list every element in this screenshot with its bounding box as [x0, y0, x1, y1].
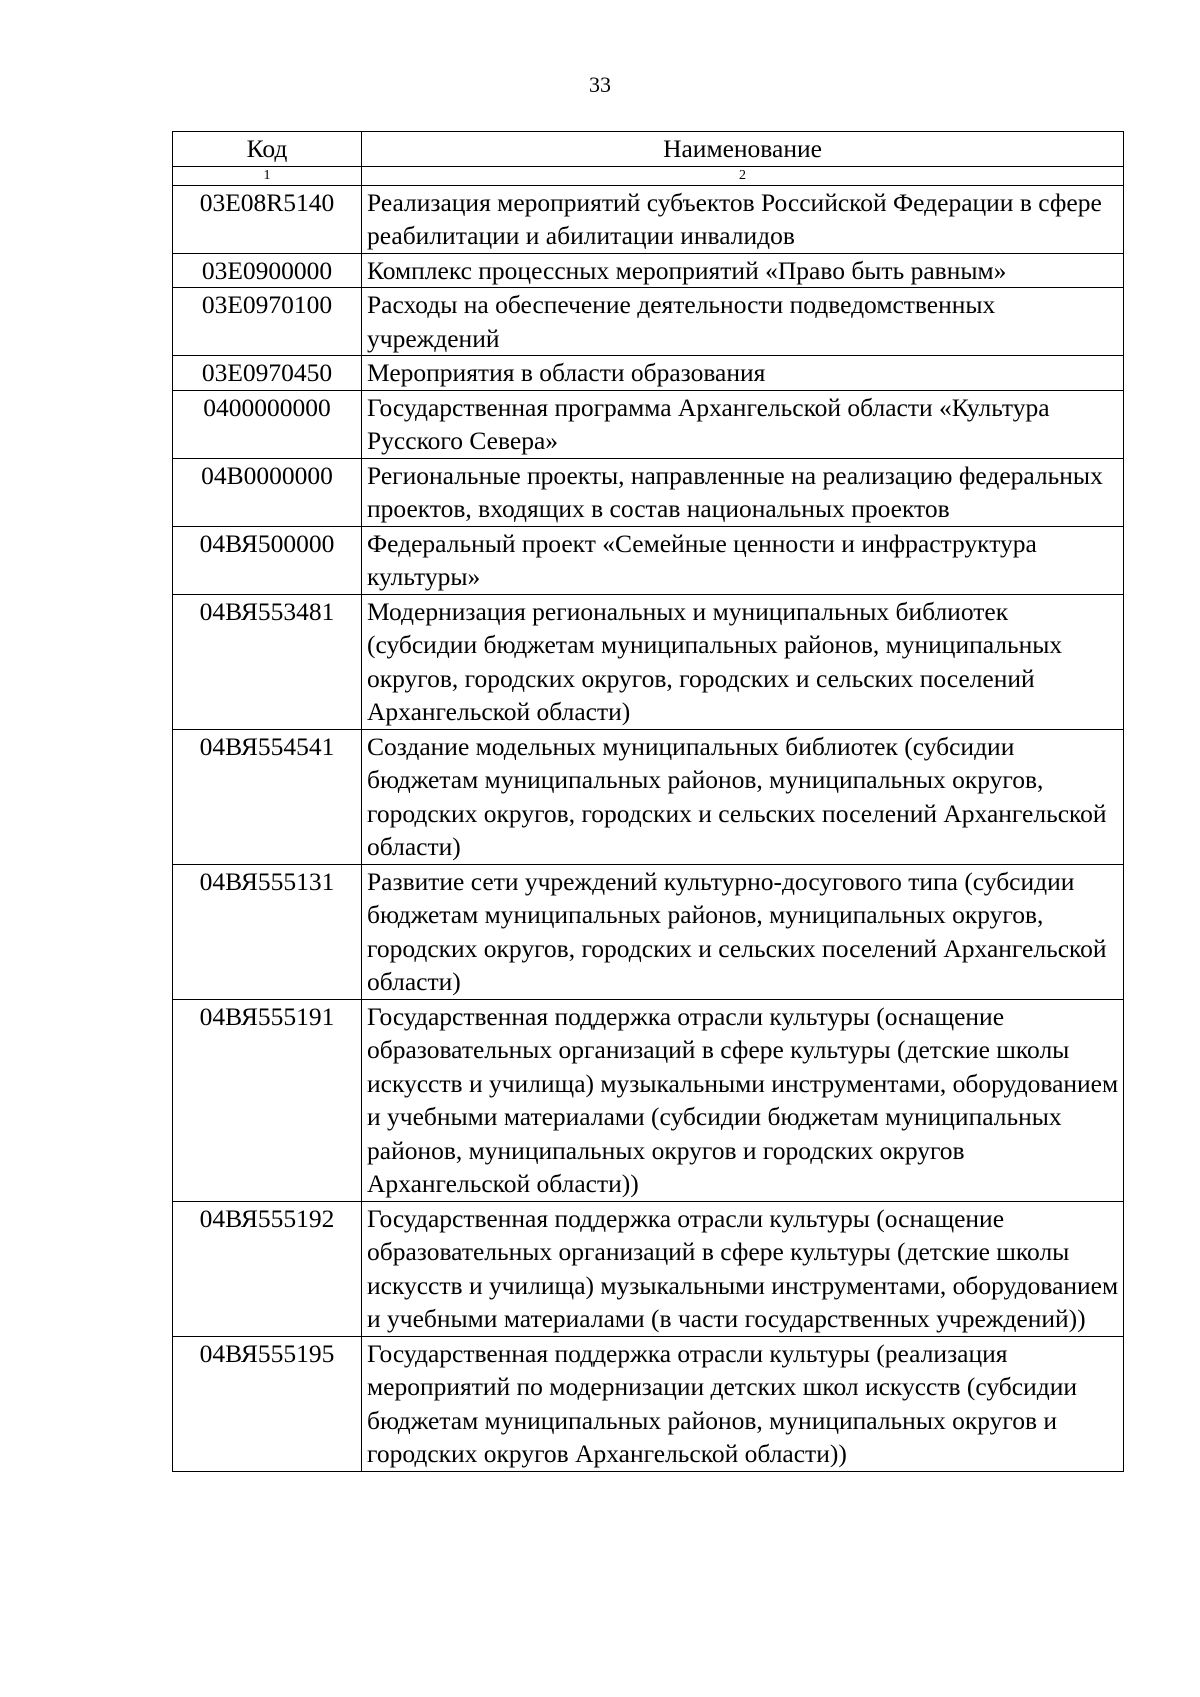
row-name: Создание модельных муниципальных библиотек (субсидии бюджетам муниципальных районов, муниципальных округов, городских округов, городских и сельских поселений Архангельской области) [362, 729, 1124, 864]
table-row [173, 390, 1124, 458]
table-row [173, 526, 1124, 594]
column-number-code: 1 [173, 166, 362, 185]
table-row [173, 999, 1124, 1201]
page-number: 33 [589, 72, 611, 97]
table-row [173, 594, 1124, 729]
row-name: Государственная поддержка отрасли культуры (реализация мероприятий по модернизации детских школ искусств (субсидии бюджетам муниципальных районов, муниципальных округов и городских округов Архангельской области)) [362, 1336, 1124, 1471]
table-row [173, 729, 1124, 864]
row-code: 04ВЯ555131 [173, 864, 362, 999]
column-number-name: 2 [362, 166, 1124, 185]
row-code: 03Е0970100 [173, 288, 362, 356]
table-row [173, 1336, 1124, 1471]
table-header-row [173, 132, 1124, 167]
row-name: Государственная программа Архангельской области «Культура Русского Севера» [362, 390, 1124, 458]
row-name: Развитие сети учреждений культурно-досугового типа (субсидии бюджетам муниципальных районов, муниципальных округов, городских округов, городских и сельских поселений Архангельской области) [362, 864, 1124, 999]
row-code: 04ВЯ553481 [173, 594, 362, 729]
row-name: Государственная поддержка отрасли культуры (оснащение образовательных организаций в сфере культуры (детские школы искусств и училища) музыкальными инструментами, оборудованием и учебными материалами (субсидии бюджетам муниципальных районов, муниципальных округов и городских округов Архангельской области)) [362, 999, 1124, 1201]
row-name: Расходы на обеспечение деятельности подведомственных учреждений [362, 288, 1124, 356]
row-code: 04ВЯ554541 [173, 729, 362, 864]
row-name: Модернизация региональных и муниципальных библиотек (субсидии бюджетам муниципальных районов, муниципальных округов, городских округов, городских и сельских поселений Архангельской области) [362, 594, 1124, 729]
row-name: Федеральный проект «Семейные ценности и инфраструктура культуры» [362, 526, 1124, 594]
row-code: 04ВЯ555195 [173, 1336, 362, 1471]
row-code: 03Е08R5140 [173, 185, 362, 253]
row-name: Мероприятия в области образования [362, 356, 1124, 391]
table-row [173, 458, 1124, 526]
row-name: Комплекс процессных мероприятий «Право быть равным» [362, 253, 1124, 288]
budget-classification-table [172, 131, 1124, 1472]
table-row [173, 864, 1124, 999]
row-code: 03Е0900000 [173, 253, 362, 288]
row-name: Региональные проекты, направленные на реализацию федеральных проектов, входящих в состав национальных проектов [362, 458, 1124, 526]
row-name: Реализация мероприятий субъектов Российской Федерации в сфере реабилитации и абилитации инвалидов [362, 185, 1124, 253]
row-code: 04В0000000 [173, 458, 362, 526]
table-row [173, 356, 1124, 391]
header-name: Наименование [362, 132, 1124, 167]
table-row [173, 253, 1124, 288]
table-row [173, 185, 1124, 253]
table-row [173, 1201, 1124, 1336]
table-row [173, 288, 1124, 356]
column-number-row [173, 166, 1124, 185]
row-code: 04ВЯ555192 [173, 1201, 362, 1336]
row-code: 03Е0970450 [173, 356, 362, 391]
header-code: Код [173, 132, 362, 167]
row-name: Государственная поддержка отрасли культуры (оснащение образовательных организаций в сфере культуры (детские школы искусств и училища) музыкальными инструментами, оборудованием и учебными материалами (в части государственных учреждений)) [362, 1201, 1124, 1336]
row-code: 04ВЯ500000 [173, 526, 362, 594]
row-code: 0400000000 [173, 390, 362, 458]
row-code: 04ВЯ555191 [173, 999, 362, 1201]
